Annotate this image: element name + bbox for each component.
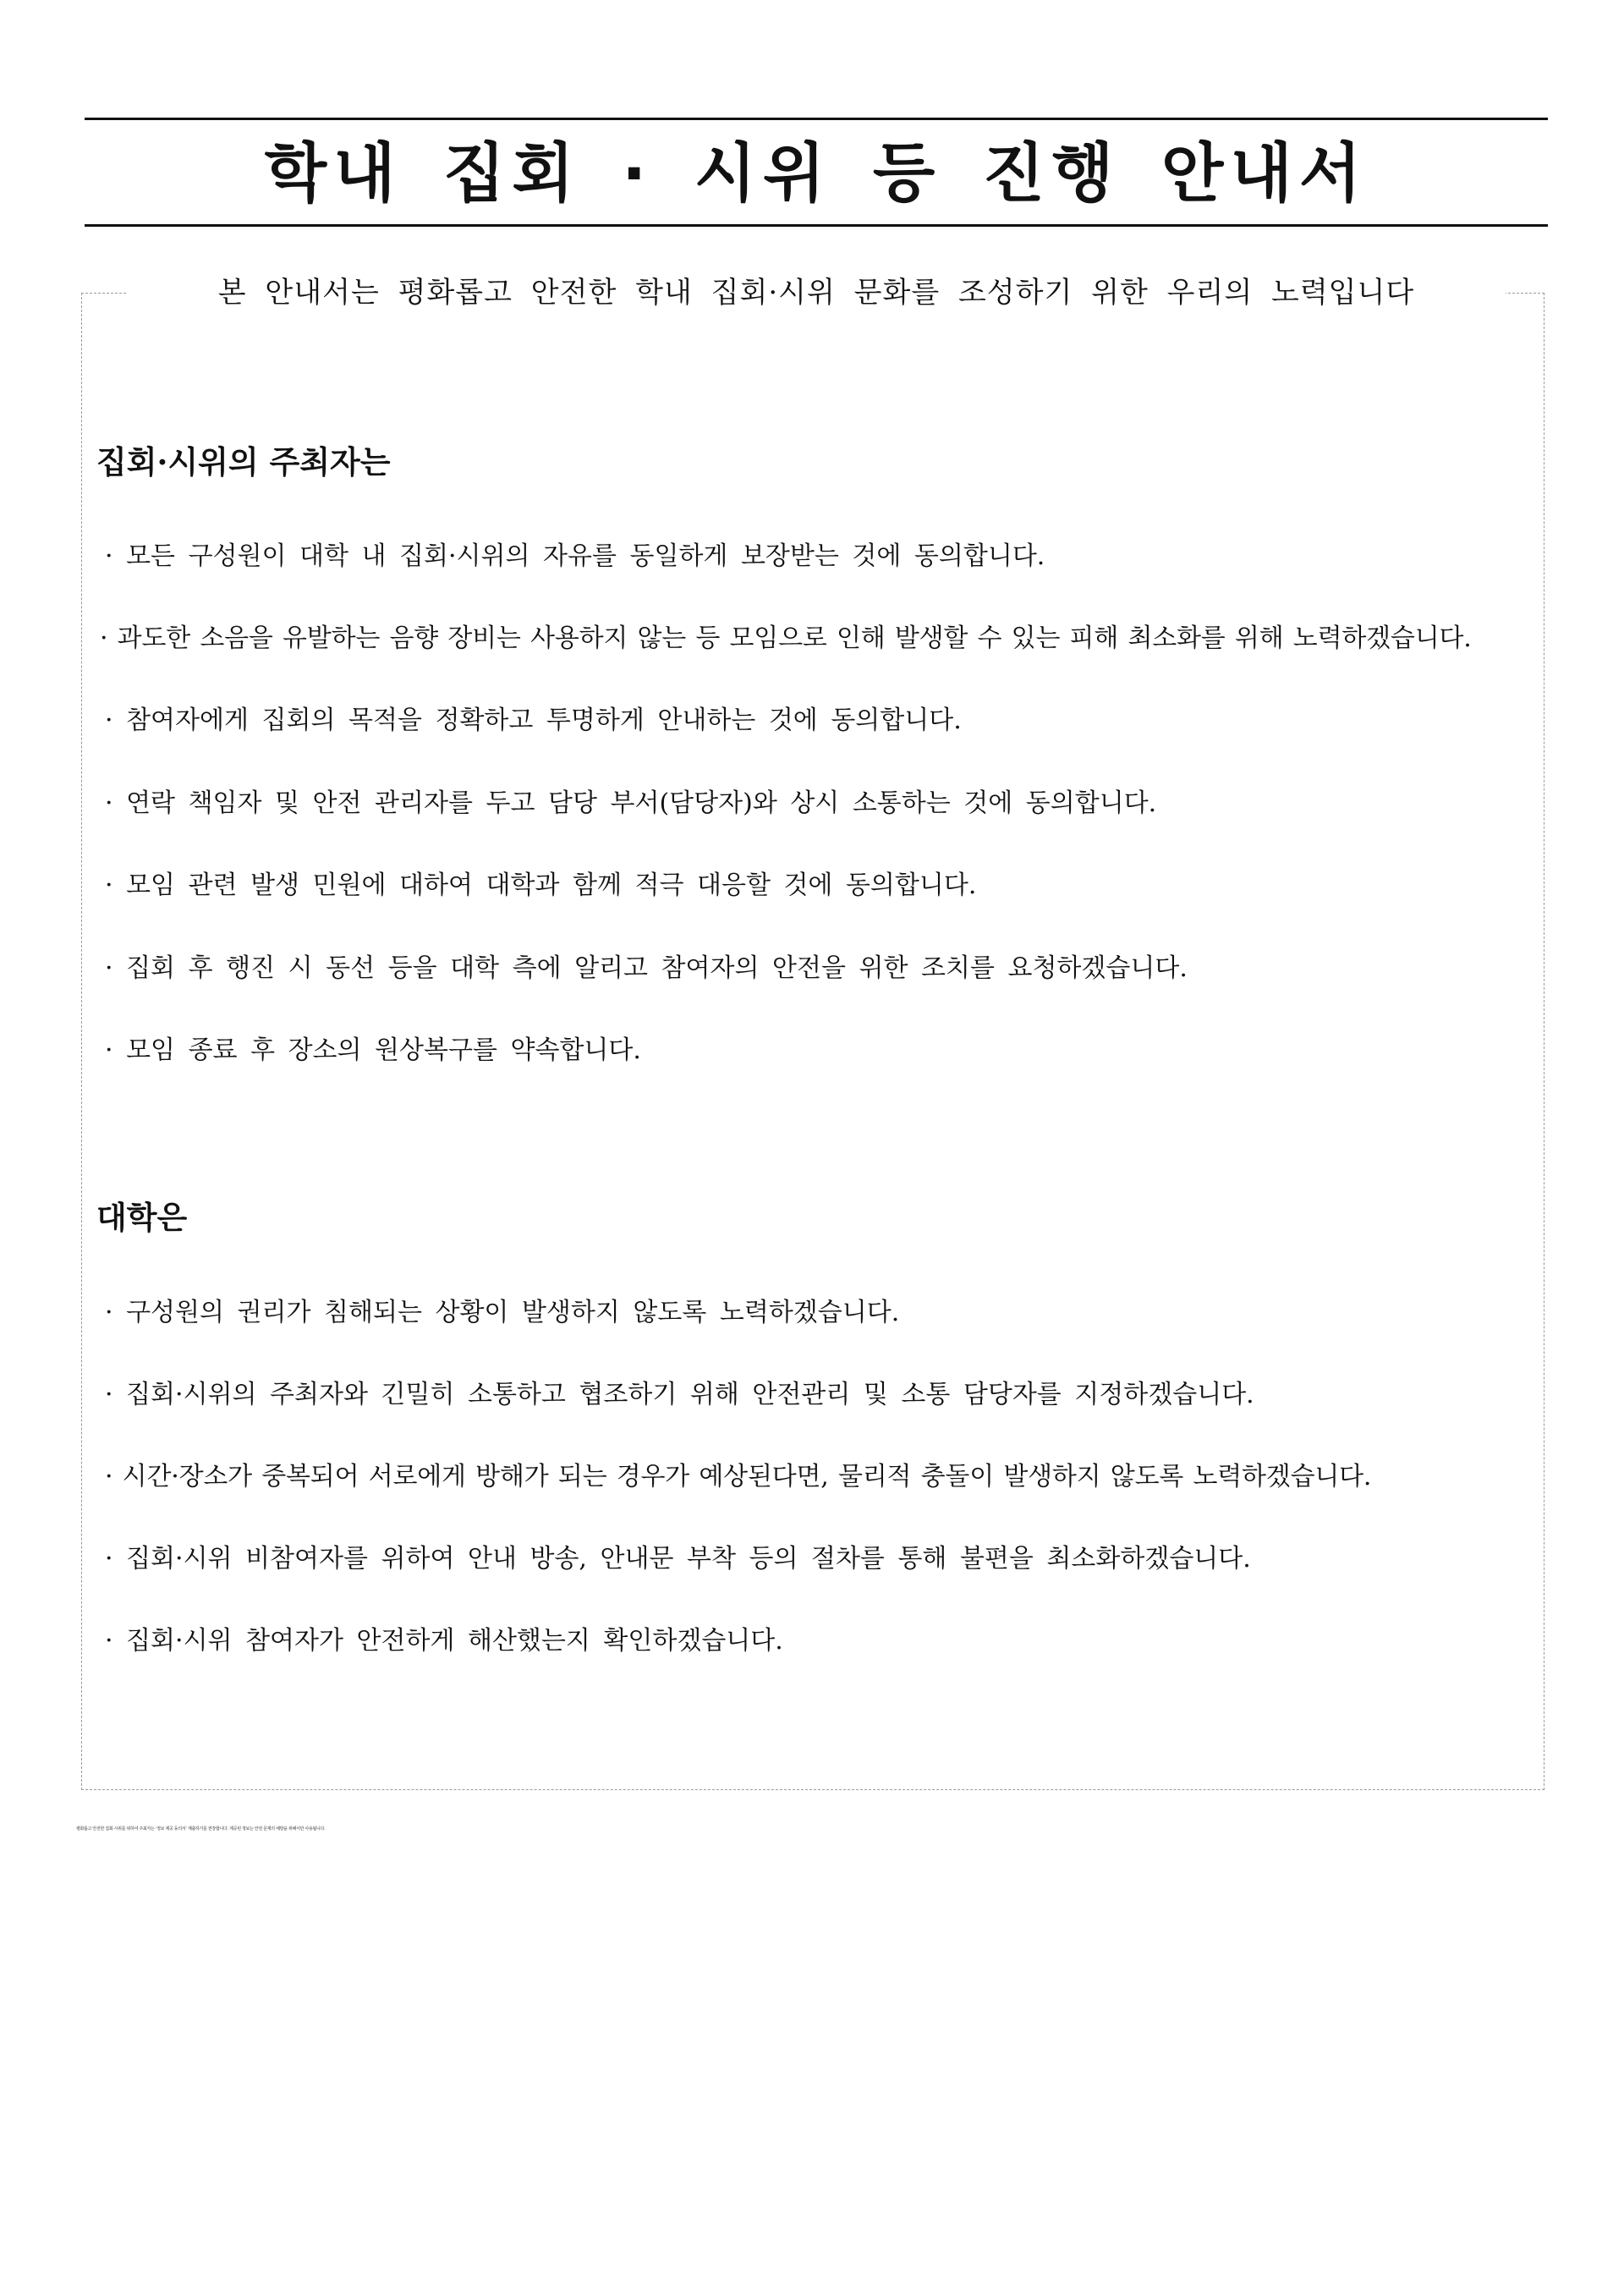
university-item: · 집회·시위 참여자가 안전하게 해산했는지 확인하겠습니다. [105,1626,783,1656]
organizer-item: · 연락 책임자 및 안전 관리자를 두고 담당 부서(담당자)와 상시 소통하는 것에 동의합니다. [105,788,1157,818]
title-bottom-rule [85,224,1548,227]
organizer-item: · 참여자에게 집회의 목적을 정확하고 투명하게 안내하는 것에 동의합니다. [105,706,962,735]
organizer-item: · 과도한 소음을 유발하는 음향 장비는 사용하지 않는 등 모임으로 인해 발생할 수 있는 피해 최소화를 위해 노력하겠습니다. [100,623,1472,653]
university-heading: 대학은 [96,1199,188,1236]
university-item: · 집회·시위의 주최자와 긴밀히 소통하고 협조하기 위해 안전관리 및 소통 담당자를 지정하겠습니다. [105,1380,1254,1409]
organizer-item: · 모임 종료 후 장소의 원상복구를 약속합니다. [105,1035,641,1065]
university-item: · 구성원의 권리가 침해되는 상황이 발생하지 않도록 노력하겠습니다. [105,1298,900,1327]
title-top-rule [85,118,1548,120]
box-subtitle: 본 안내서는 평화롭고 안전한 학내 집회·시위 문화를 조성하기 위한 우리의 노력입니다 [127,269,1506,316]
page-title: 학내 집회 · 시위 등 진행 안내서 [264,135,1369,211]
university-item: · 시간·장소가 중복되어 서로에게 방해가 되는 경우가 예상된다면, 물리적 충돌이 발생하지 않도록 노력하겠습니다. [105,1462,1372,1491]
organizer-heading: 집회·시위의 주최자는 [96,443,391,481]
university-item: · 집회·시위 비참여자를 위하여 안내 방송, 안내문 부착 등의 절차를 통해 불편을 최소화하겠습니다. [105,1544,1251,1574]
organizer-item: · 집회 후 행진 시 동선 등을 대학 측에 알리고 참여자의 안전을 위한 조치를 요청하겠습니다. [105,953,1188,983]
footnote: 평화롭고 안전한 집회·시위를 위하여 주최자는 ‘정보 제공 동의서’ 제출하기를 권장합니다. 제공된 정보는 안전 문제의 예방을 위해서만 사용됩니다. [76,1826,326,1832]
organizer-item: · 모든 구성원이 대학 내 집회·시위의 자유를 동일하게 보장받는 것에 동의합니다. [105,541,1045,571]
organizer-item: · 모임 관련 발생 민원에 대하여 대학과 함께 적극 대응할 것에 동의합니다. [105,871,977,900]
